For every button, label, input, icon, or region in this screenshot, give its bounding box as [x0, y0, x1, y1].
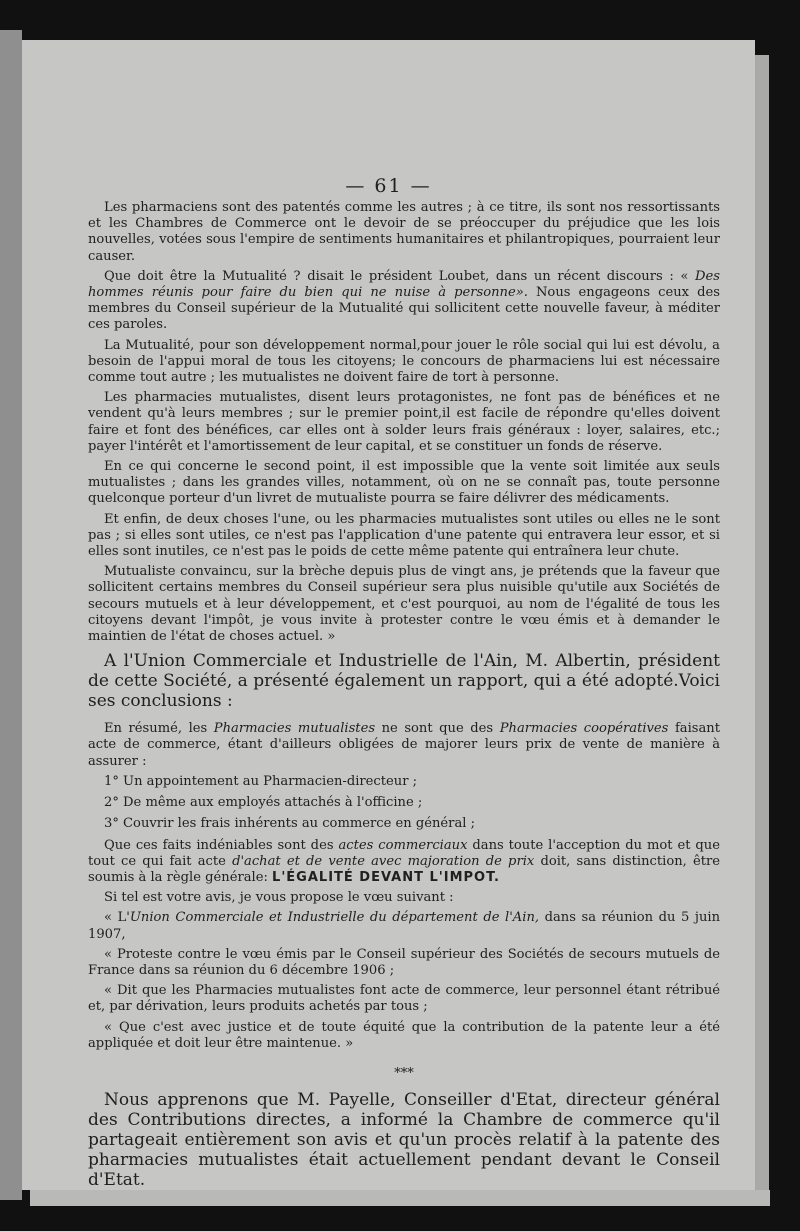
paragraph: Les pharmaciens sont des patentés comme les autres ; à ce titre, ils sont nos ressortissants et les Chambres de Commerce ont le devoir de se préoccuper du préjudice que les lois nouvelles, votées sous l'empire de sentiments humanitaires et philantropiques, pourraient leur causer. — [88, 200, 720, 264]
binding-edge — [0, 30, 22, 1200]
page-bottom-edge — [30, 1190, 770, 1206]
emphasis-title: L'ÉGALITÉ DEVANT L'IMPOT. — [272, 869, 500, 885]
list-item: 2° De même aux employés attachés à l'officine ; — [104, 795, 423, 811]
section-intro: A l'Union Commerciale et Industrielle de l'Ain, M. Albertin, président de cette Société, a présenté également un rapport, qui a été adopté.Voici ses conclusions : — [88, 651, 720, 712]
paragraph: Mutualiste convaincu, sur la brèche depuis plus de vingt ans, je prétends que la faveur que sollicitent certains membres du Conseil supérieur sera plus nuisible qu'utile aux Sociétés de secours mutuels et à leur développement, et c'est pourquoi, au nom de l'égalité de tous les citoyens devant l'impôt, je vous invite à protester contre le vœu émis et à demander le maintien de l'état de choses actuel. » — [88, 564, 720, 645]
paragraph: La Mutualité, pour son développement normal,pour jouer le rôle social qui lui est dévolu, a besoin de l'appui moral de tous les citoyens; le concours de pharmaciens lui est nécessaire comme tout autre ; les mutualistes ne doivent faire de tort à personne. — [88, 337, 720, 386]
paragraph: En ce qui concerne le second point, il est impossible que la vente soit limitée aux seuls mutualistes ; dans les grandes villes, notamment, où on ne se connaît pas, toute personne quelconque porteur d'un livret de mutualiste pourra se faire délivrer des médicaments. — [88, 459, 720, 507]
body-text — [88, 200, 720, 1190]
paragraph: En résumé, les Pharmacies mutualistes ne sont que des Pharmacies coopératives faisant acte de commerce, étant d'ailleurs obligées de majorer leurs prix de vente de manière à assurer : — [88, 721, 721, 769]
page-edge — [755, 55, 769, 1195]
list-item: 1° Un appointement au Pharmacien-directeur ; — [104, 773, 418, 789]
document-page — [22, 40, 755, 1190]
paragraph: « L'Union Commerciale et Industrielle du département de l'Ain, dans sa réunion du 5 juin 1907, — [88, 910, 721, 942]
conclusion-list — [88, 774, 720, 833]
paragraph: Que ces faits indéniables sont des actes commerciaux dans toute l'acception du mot et que tout ce qui fait acte d'achat et de vente avec majoration de prix doit, sans distinction, être soumis à la règle générale: L'ÉGALITÉ DEVANT L'IMPOT. — [88, 837, 720, 885]
closing-paragraph: Nous apprenons que M. Payelle, Conseiller d'Etat, directeur général des Contributions directes, a informé la Chambre de commerce qu'il partageait entièrement son avis et qu'un procès relatif à la patente des pharmacies mutualistes était actuellement pendant devant le Conseil d'Etat. — [88, 1090, 720, 1191]
section-separator: *** — [394, 1065, 414, 1081]
paragraph: Les pharmacies mutualistes, disent leurs protagonistes, ne font pas de bénéfices et ne vendent qu'à leurs membres ; sur le premier point,il est facile de répondre qu'elles doivent faire et font des bénéfices, car elles ont à solder leurs frais généraux : loyer, salaires, etc.; payer l'intérêt et l'amortissement de leur capital, et se constituer un fonds de réserve. — [88, 390, 720, 454]
paragraph: Et enfin, de deux choses l'une, ou les pharmacies mutualistes sont utiles ou elles ne le sont pas ; si elles sont utiles, ce n'est pas l'application d'une patente qui entravera leur essor, et si elles sont inutiles, ce n'est pas le poids de cette même patente qui entraînera leur chute. — [88, 511, 720, 560]
paragraph: « Proteste contre le vœu émis par le Conseil supérieur des Sociétés de secours mutuels de France dans sa réunion du 6 décembre 1906 ; — [88, 946, 720, 978]
list-item: 3° Couvrir les frais inhérents au commerce en général ; — [104, 816, 476, 832]
paragraph: Si tel est votre avis, je vous propose le vœu suivant : — [104, 890, 454, 906]
paragraph: « Dit que les Pharmacies mutualistes font acte de commerce, leur personnel étant rétribué et, par dérivation, leurs produits achetés par tous ; — [88, 983, 720, 1015]
conclusions — [88, 721, 720, 1052]
page-number: — 61 — — [345, 175, 432, 197]
paragraph: « Que c'est avec justice et de toute équité que la contribution de la patente leur a été appliquée et doit leur être maintenue. » — [88, 1019, 720, 1051]
paragraph: Que doit être la Mutualité ? disait le président Loubet, dans un récent discours : « Des hommes réunis pour faire du bien qui ne nuise à personne». Nous engageons ceux des membres du Conseil supérieur de la Mutualité qui sollicitent cette nouvelle faveur, à méditer ces paroles. — [88, 268, 720, 333]
